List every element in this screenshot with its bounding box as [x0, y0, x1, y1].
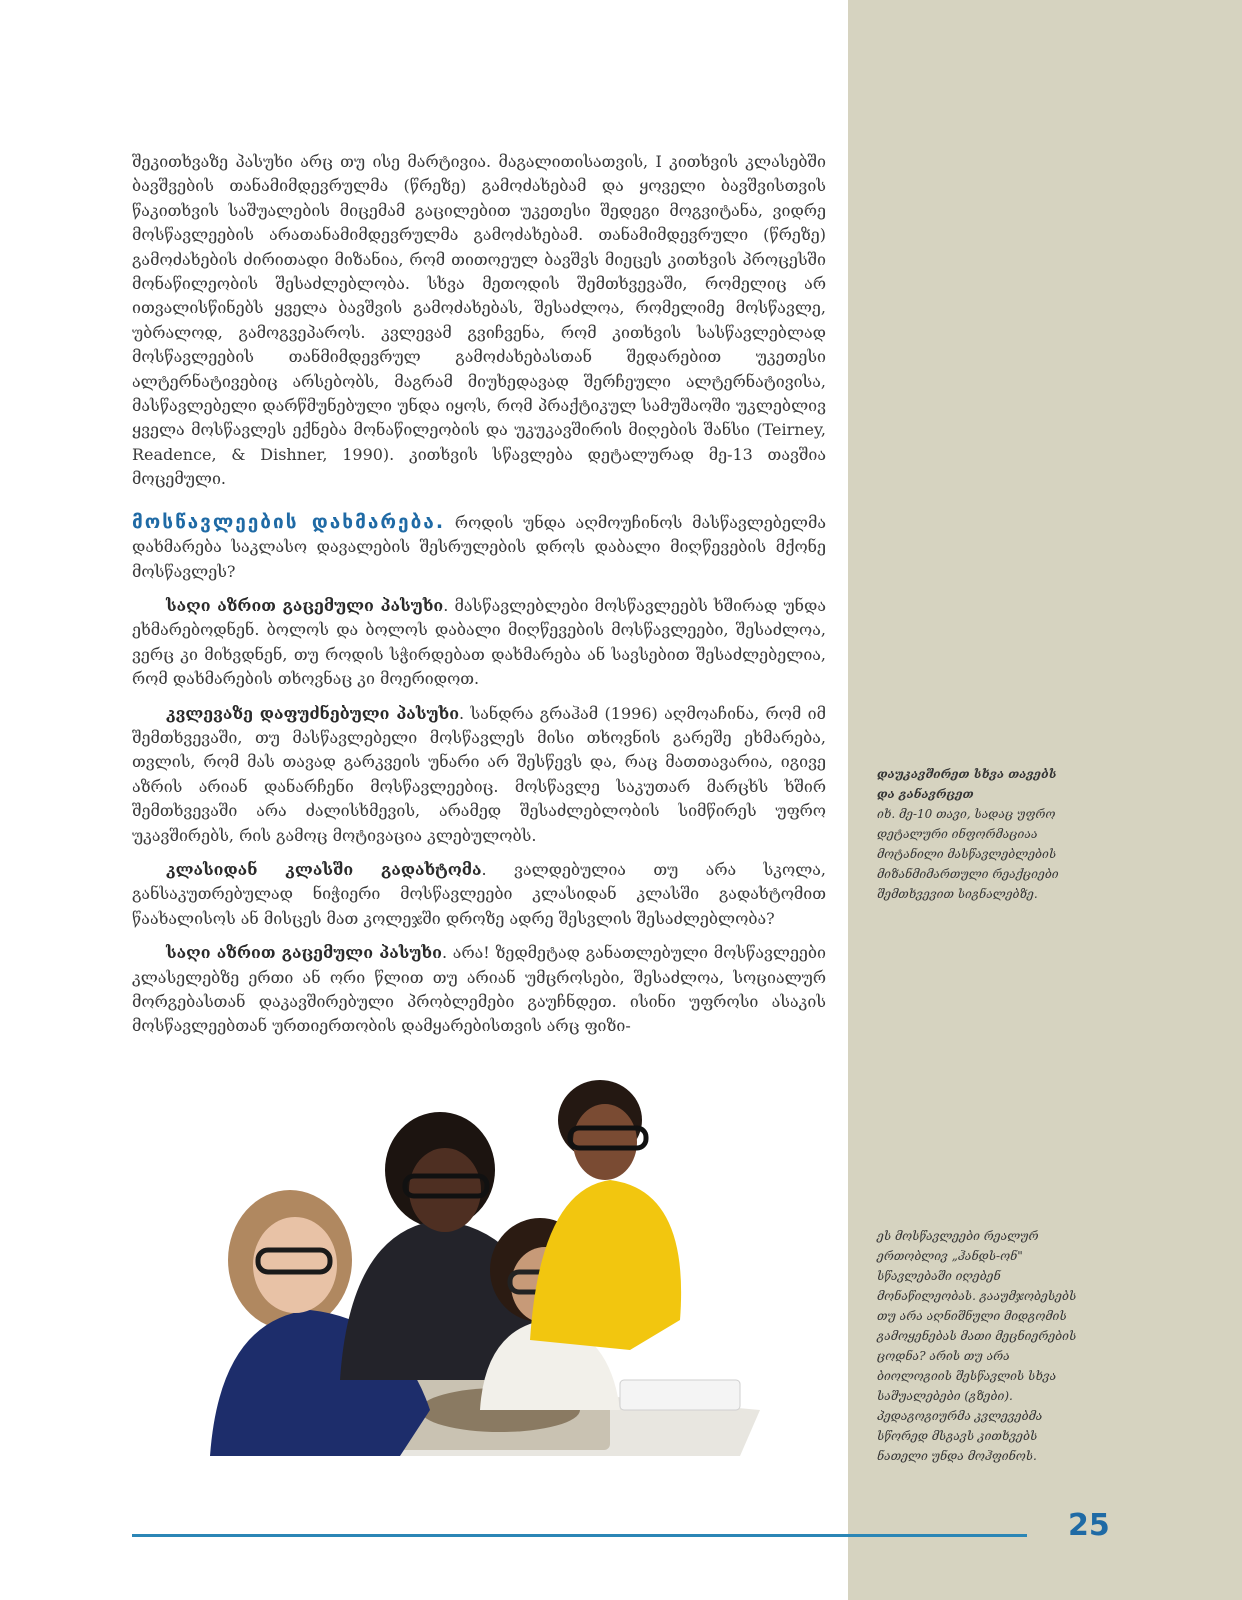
common-sense-label: საღი აზრით გაცემული პასუხი: [166, 595, 444, 615]
page-number: 25: [1068, 1508, 1110, 1543]
students-lab-photo: [200, 1080, 770, 1456]
paragraph-common-sense-2: [132, 941, 826, 1039]
grade-skip-label: კლასიდან კლასში გადახტომა: [166, 859, 482, 879]
paragraph-reading: შეკითხვაზე პასუხი არც თუ ისე მარტივია. მაგალითისათვის, I კითხვის კლასებში ბავშვების თანამიმდევრულმა (წრეზე) გამოძახებამ და ყოველი ბავშვისთვის წაკითხვის საშუალების მიცემამ გაცილებით უკეთესი შედეგი მოგვიტანა, ვიდრე მოსწავლეების არათანამიმდევრულმა გამოძახებამ. თანამიმდევრული (წრეზე) გამოძახების ძირითადი მიზანია, რომ თითოეულ ბავშვს მიეცეს კითხვის პროცესში მონაწილეობის შესაძლებლობა. სხვა მეთოდის შემთხვევაში, რომელიც არ ითვალისწინებს ყველა ბავშვის გამოძახებას, შესაძლოა, რომელიმე მოსწავლე, უბრალოდ, გამოგვეპაროს. კვლევამ გვიჩვენა, რომ კითხვის სასწავლებლად მოსწავლეების თანმიმდევრულ გამოძახებასთან შედარებით უკეთესი ალტერნატივებიც არსებობს, მაგრამ მიუხედავად შერჩეული ალტერნატივისა, მასწავლებელი დარწმუნებული უნდა იყოს, რომ პრაქტიკულ სამუშაოში უკლებლივ ყველა მოსწავლეს ექნება მონაწილეობის და უკუკავშირის მიღების შანსი (Teirney, Readence, & Dishner, 1990). კითხვის სწავლება დეტალურად მე-13 თავშია მოცემული.: [132, 152, 826, 489]
paragraph-common-sense-1: [132, 594, 826, 692]
common-sense-text: . მასწავლებლები მოსწავლეებს ხშირად უნდა ეხმარებოდნენ. ბოლოს და ბოლოს დაბალი მიღწევების მოსწავლეები, შესაძლოა, ვერც კი მიხვდნენ, თუ როდის სჭირდებათ დახმარება ან სავსებით შესაძლებელია, რომ დახმარების თხოვნაც კი მოერიდოთ.: [132, 595, 826, 689]
sidebar-note-text: იხ. მე-10 თავი, სადაც უფრო დეტალური ინფორმაციაა მოტანილი მასწავლებლების მიზანმიმართული რეაქციები შემთხვევით სიგნალებზე.: [877, 807, 1059, 901]
research-text: . სანდრა გრაჰამ (1996) აღმოაჩინა, რომ იმ შემთხვევაში, თუ მასწავლებელი მოსწავლეს მისი თხოვნის გარეშე ეხმარება, თვლის, რომ მას თავად გარკვეის უნარი არ შესწევს და, რაც მათთავარია, იგივე აზრის არიან დანარჩენი მოსწავლეებიც. მოსწავლე საკუთარ მარცხს ხშირ შემთხვევაში არა ძალისხმევის, არამედ შესაძლებლობის სიმწირეს უფრო უკავშირებს, რის გამოც მოტივაცია კლებულობს.: [132, 703, 826, 845]
photo-caption: ეს მოსწავლეები რეალურ ერთობლივ „ჰანდს-ონ" სწავლებაში იღებენ მონაწილეობას. გააუმჯობესებს თუ არა აღნიშნული მიდგომის გამოყენებას მათი მეცნიერების ცოდნა? არის თუ არა ბიოლოგიის შესწავლის სხვა საშუალებები (გზები). პედაგოგიურმა კვლევებმა სწორედ მსგავს კითხვებს ნათელი უნდა მოჰფინოს.: [877, 1229, 1077, 1463]
section-heading-helping: მოსწავლეების დახმარება.: [132, 510, 446, 533]
students-lab-illustration: [200, 1080, 770, 1456]
grade-skip-question: . ვალდებულია თუ არა სკოლა, განსაკუთრებულად ნიჭიერი მოსწავლეები კლასიდან კლასში გადახტომით წაახალისოს ან მისცეს მათ კოლეჯში დროზე ადრე შესვლის შესაძლებლობა?: [132, 859, 826, 928]
sidebar-note-title: დაუკავშირეთ სხვა თავებს და განავრცეთ: [877, 767, 1057, 801]
paragraph-grade-skip: [132, 858, 826, 931]
research-label: კვლევაზე დაფუძნებული პასუხი: [166, 703, 460, 723]
main-body-text: [132, 150, 826, 1049]
footer-rule: [132, 1534, 1027, 1537]
paragraph-helping-students: [132, 510, 826, 584]
common-sense-text-2: . არა! ზედმეტად განათლებული მოსწავლეები კლასელებზე ერთი ან ორი წლით თუ არიან უმცროსები, შესაძლოა, სოციალურ მორგებასთან დაკავშირებული პრობლემები გაუჩნდეთ. ისინი უფროსი ასაკის მოსწავლეებთან ურთიერთობის დამყარებისთვის არც ფიზი-: [132, 943, 827, 1036]
sidebar-note-connect: [877, 764, 1077, 904]
common-sense-label-2: საღი აზრით გაცემული პასუხი: [166, 943, 442, 963]
section-question-helping: როდის უნდა აღმოუჩინოს მასწავლებელმა დახმარება საკლასო დავალების შესრულების დროს დაბალი მიღწევების მქონე მოსწავლეს?: [132, 512, 826, 581]
paragraph-research: [132, 702, 826, 848]
